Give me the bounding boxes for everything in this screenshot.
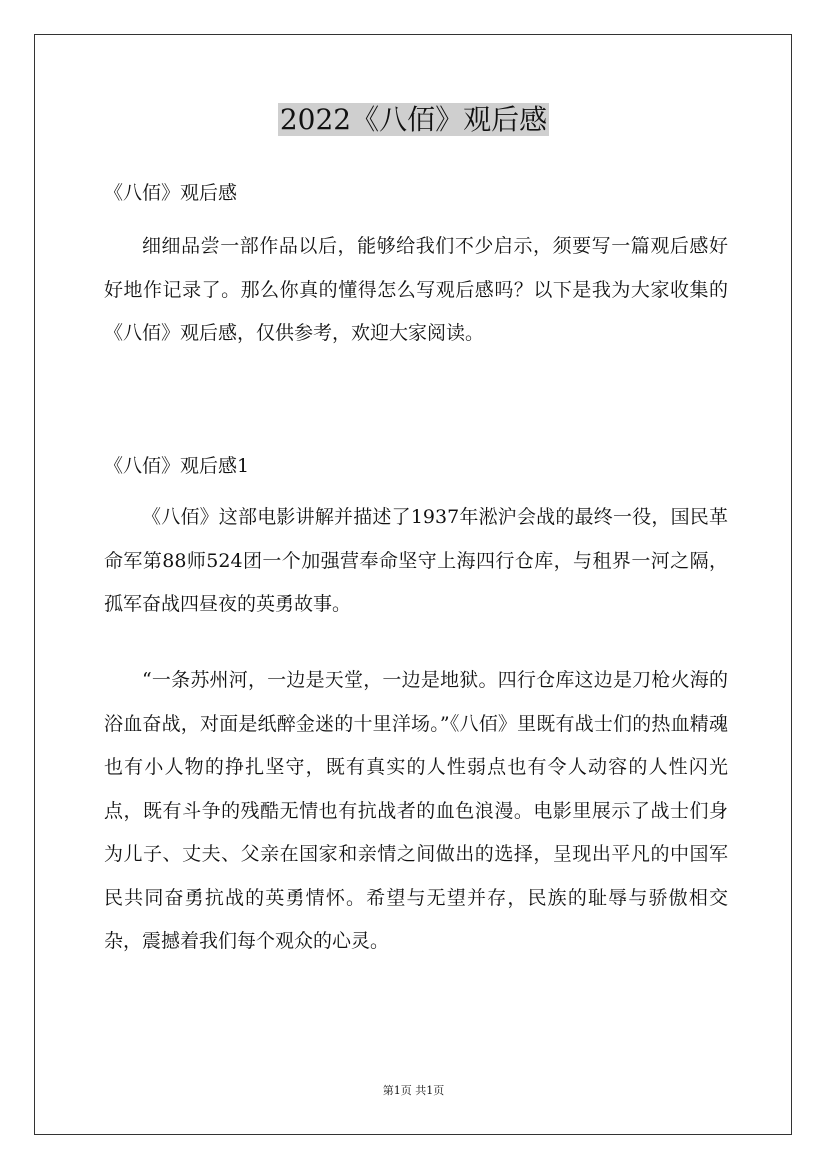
intro-heading: 《八佰》观后感	[104, 182, 238, 204]
intro-paragraph: 细细品尝一部作品以后，能够给我们不少启示，须要写一篇观后感好好地作记录了。那么你真的懂得怎么写观后感吗？以下是我为大家收集的《八佰》观后感，仅供参考，欢迎大家阅读。	[104, 235, 728, 344]
section-paragraph-1: 《八佰》这部电影讲解并描述了1937年淞沪会战的最终一役，国民革命军第88师524团一个加强营奉命坚守上海四行仓库，与租界一河之隔，孤军奋战四昼夜的英勇故事。	[104, 506, 728, 615]
page-footer: 第1页 共1页	[382, 1084, 445, 1097]
document-title-text: 2022《八佰》观后感	[279, 103, 548, 136]
document-title	[0, 100, 827, 140]
section-paragraph-2: “一条苏州河，一边是天堂，一边是地狱。四行仓库这边是刀枪火海的浴血奋战，对面是纸醉金迷的十里洋场。”《八佰》里既有战士们的热血精魂也有小人物的挣扎坚守，既有真实的人性弱点也有令人动容的人性闪光点，既有斗争的残酷无情也有抗战者的血色浪漫。电影里展示了战士们身为儿子、丈夫、父亲在国家和亲情之间做出的选择，呈现出平凡的中国军民共同奋勇抗战的英勇情怀。希望与无望并存，民族的耻辱与骄傲相交杂，震撼着我们每个观众的心灵。	[104, 669, 728, 952]
section-heading: 《八佰》观后感1	[104, 455, 250, 477]
